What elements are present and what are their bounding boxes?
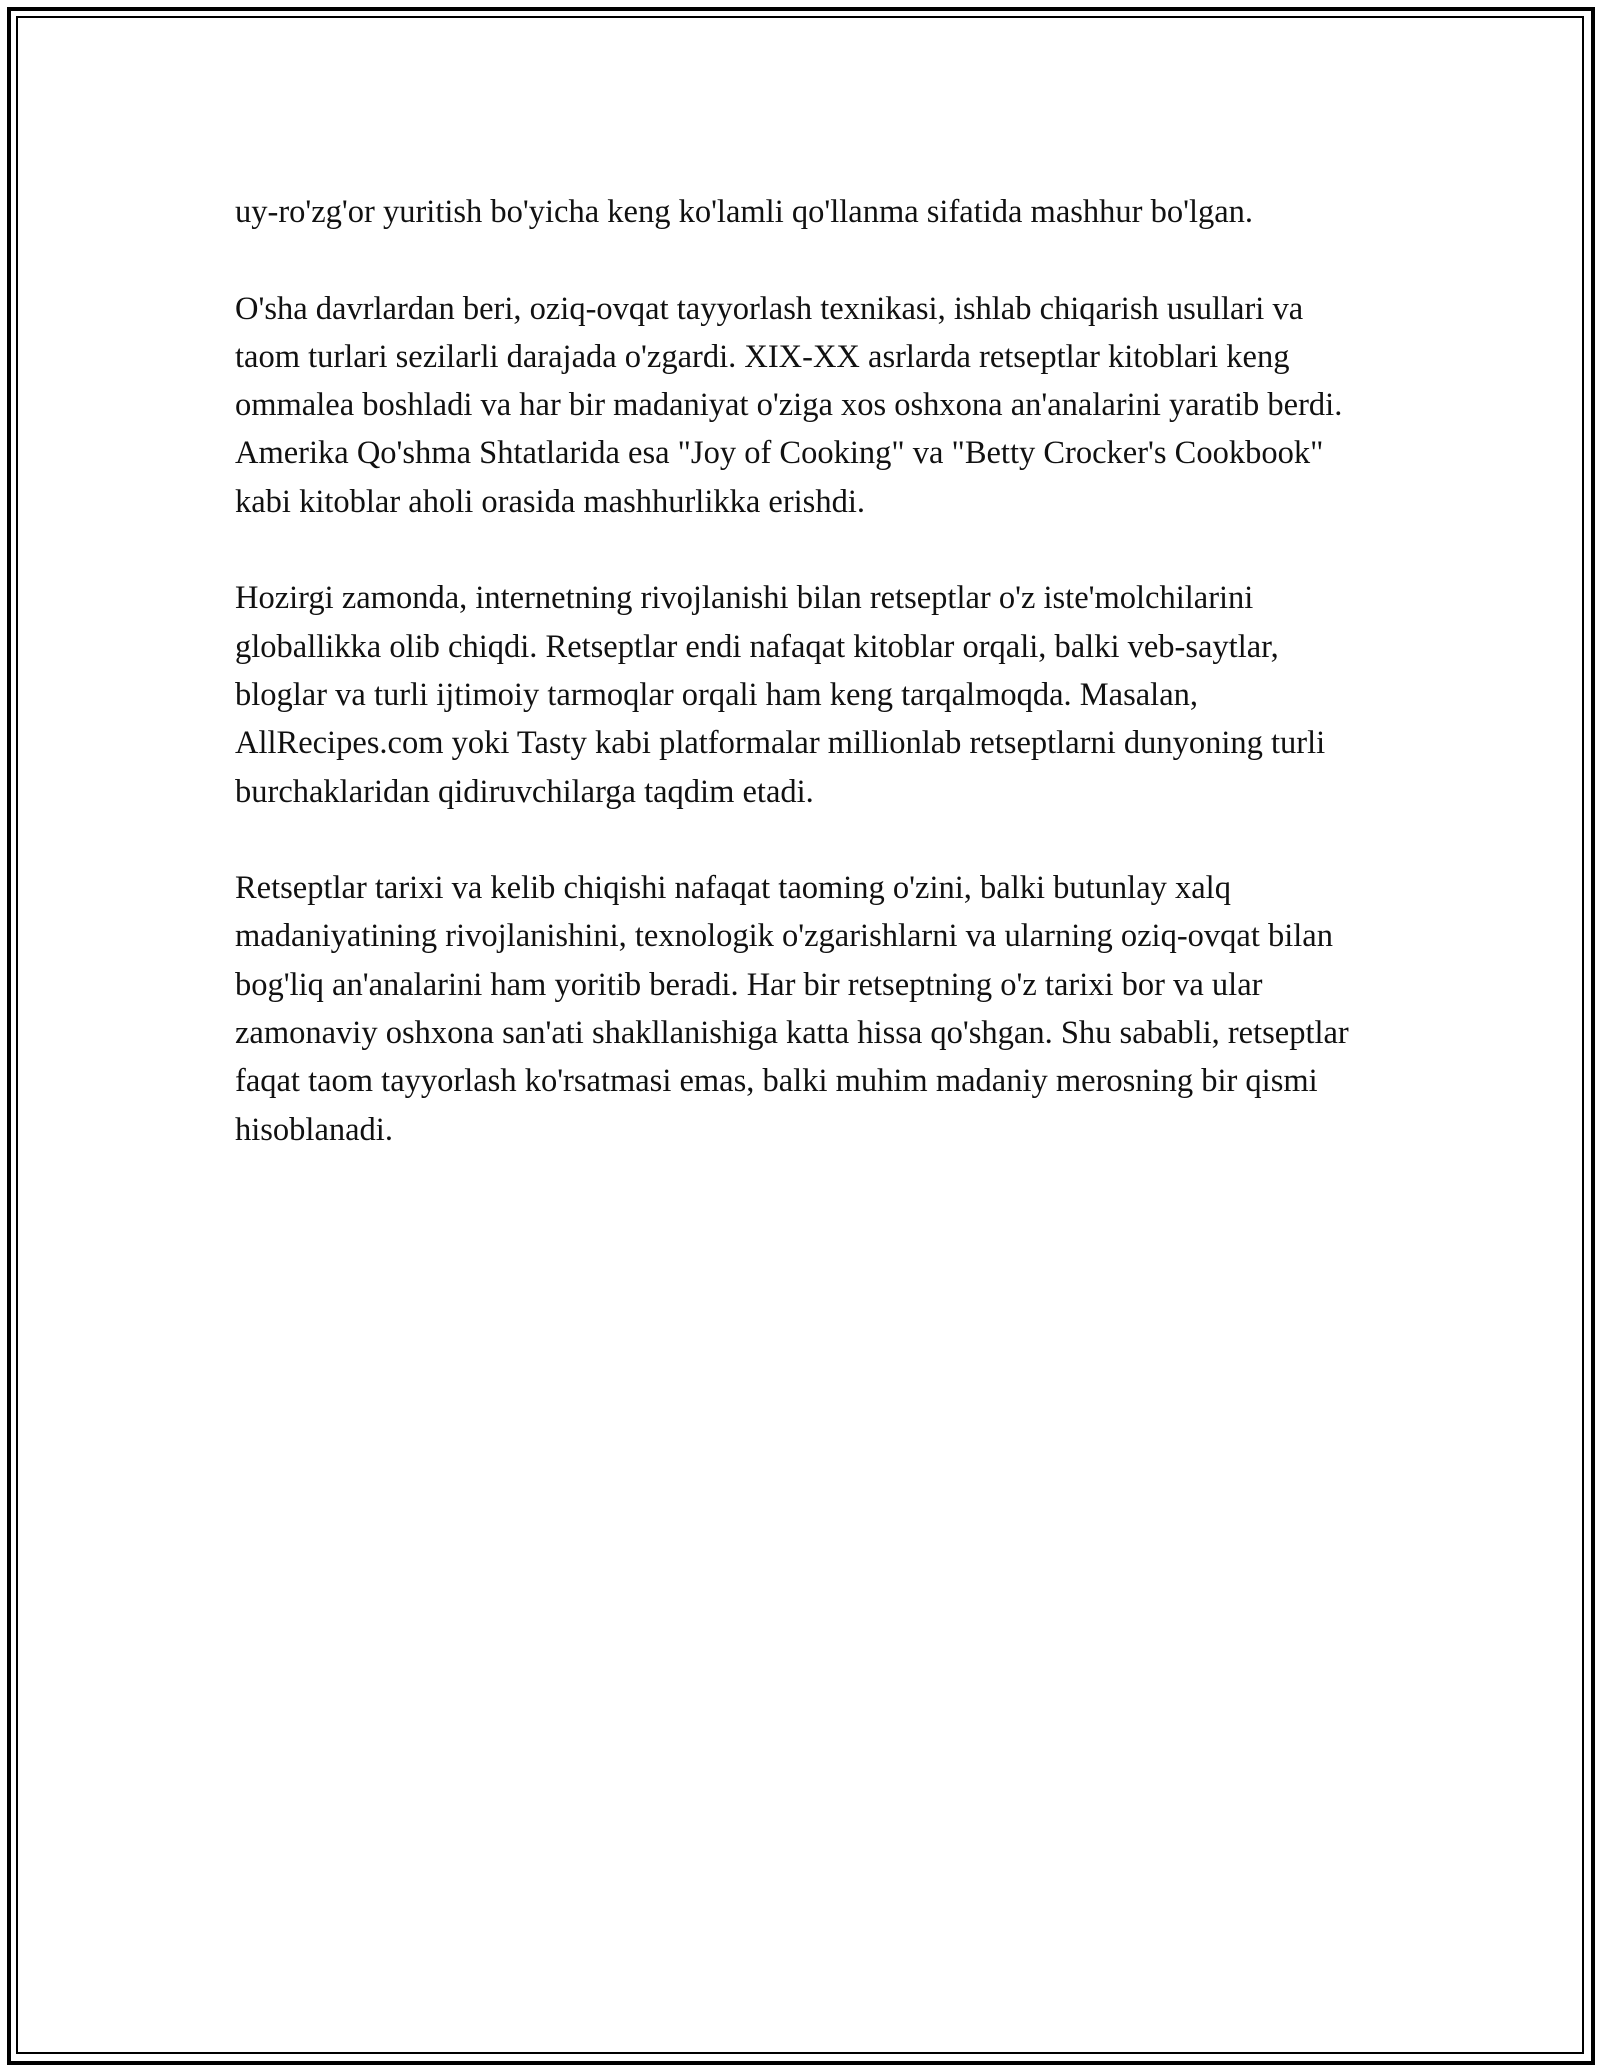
paragraph-cooking-history: O'sha davrlardan beri, oziq-ovqat tayyorlash texnikasi, ishlab chiqarish usullari va taom turlari sezilarli darajada o'zgardi. XIX-XX asrlarda retseptlar kitoblari keng ommalea boshladi va har bir madaniyat o'ziga xos oshxona an'analarini yaratib berdi. Amerika Qo'shma Shtatlarida esa "Joy of Cooking" va "Betty Crocker's Cookbook" kabi kitoblar aholi orasida mashhurlikka erishdi. bbox=[235, 290, 1343, 520]
paragraph-internet-era: Hozirgi zamonda, internetning rivojlanishi bilan retseptlar o'z iste'molchilarini globallikka olib chiqdi. Retseptlar endi nafaqat kitoblar orqali, balki veb-saytlar, bloglar va turli ijtimoiy tarmoqlar orqali ham keng tarqalmoqda. Masalan, AllRecipes.com yoki Tasty kabi platformalar millionlab retseptlarni dunyoning turli burchaklaridan qidiruvchilarga taqdim etadi. bbox=[235, 580, 1326, 810]
paragraph-continuation: uy-ro'zg'or yuritish bo'yicha keng ko'lamli qo'llanma sifatida mashhur bo'lgan. bbox=[235, 194, 1254, 230]
paragraph-conclusion: Retseptlar tarixi va kelib chiqishi nafaqat taoming o'zini, balki butunlay xalq madaniyatining rivojlanishini, texnologik o'zgarishlarni va ularning oziq-ovqat bilan bog'liq an'analarini ham yoritib beradi. Har bir retseptning o'z tarixi bor va ular zamonaviy oshxona san'ati shakllanishiga katta hissa qo'shgan. Shu sababli, retseptlar faqat taom tayyorlash ko'rsatmasi emas, balki muhim madaniy merosning bir qismi hisoblanadi. bbox=[235, 870, 1349, 1148]
document-body bbox=[235, 188, 1370, 1202]
